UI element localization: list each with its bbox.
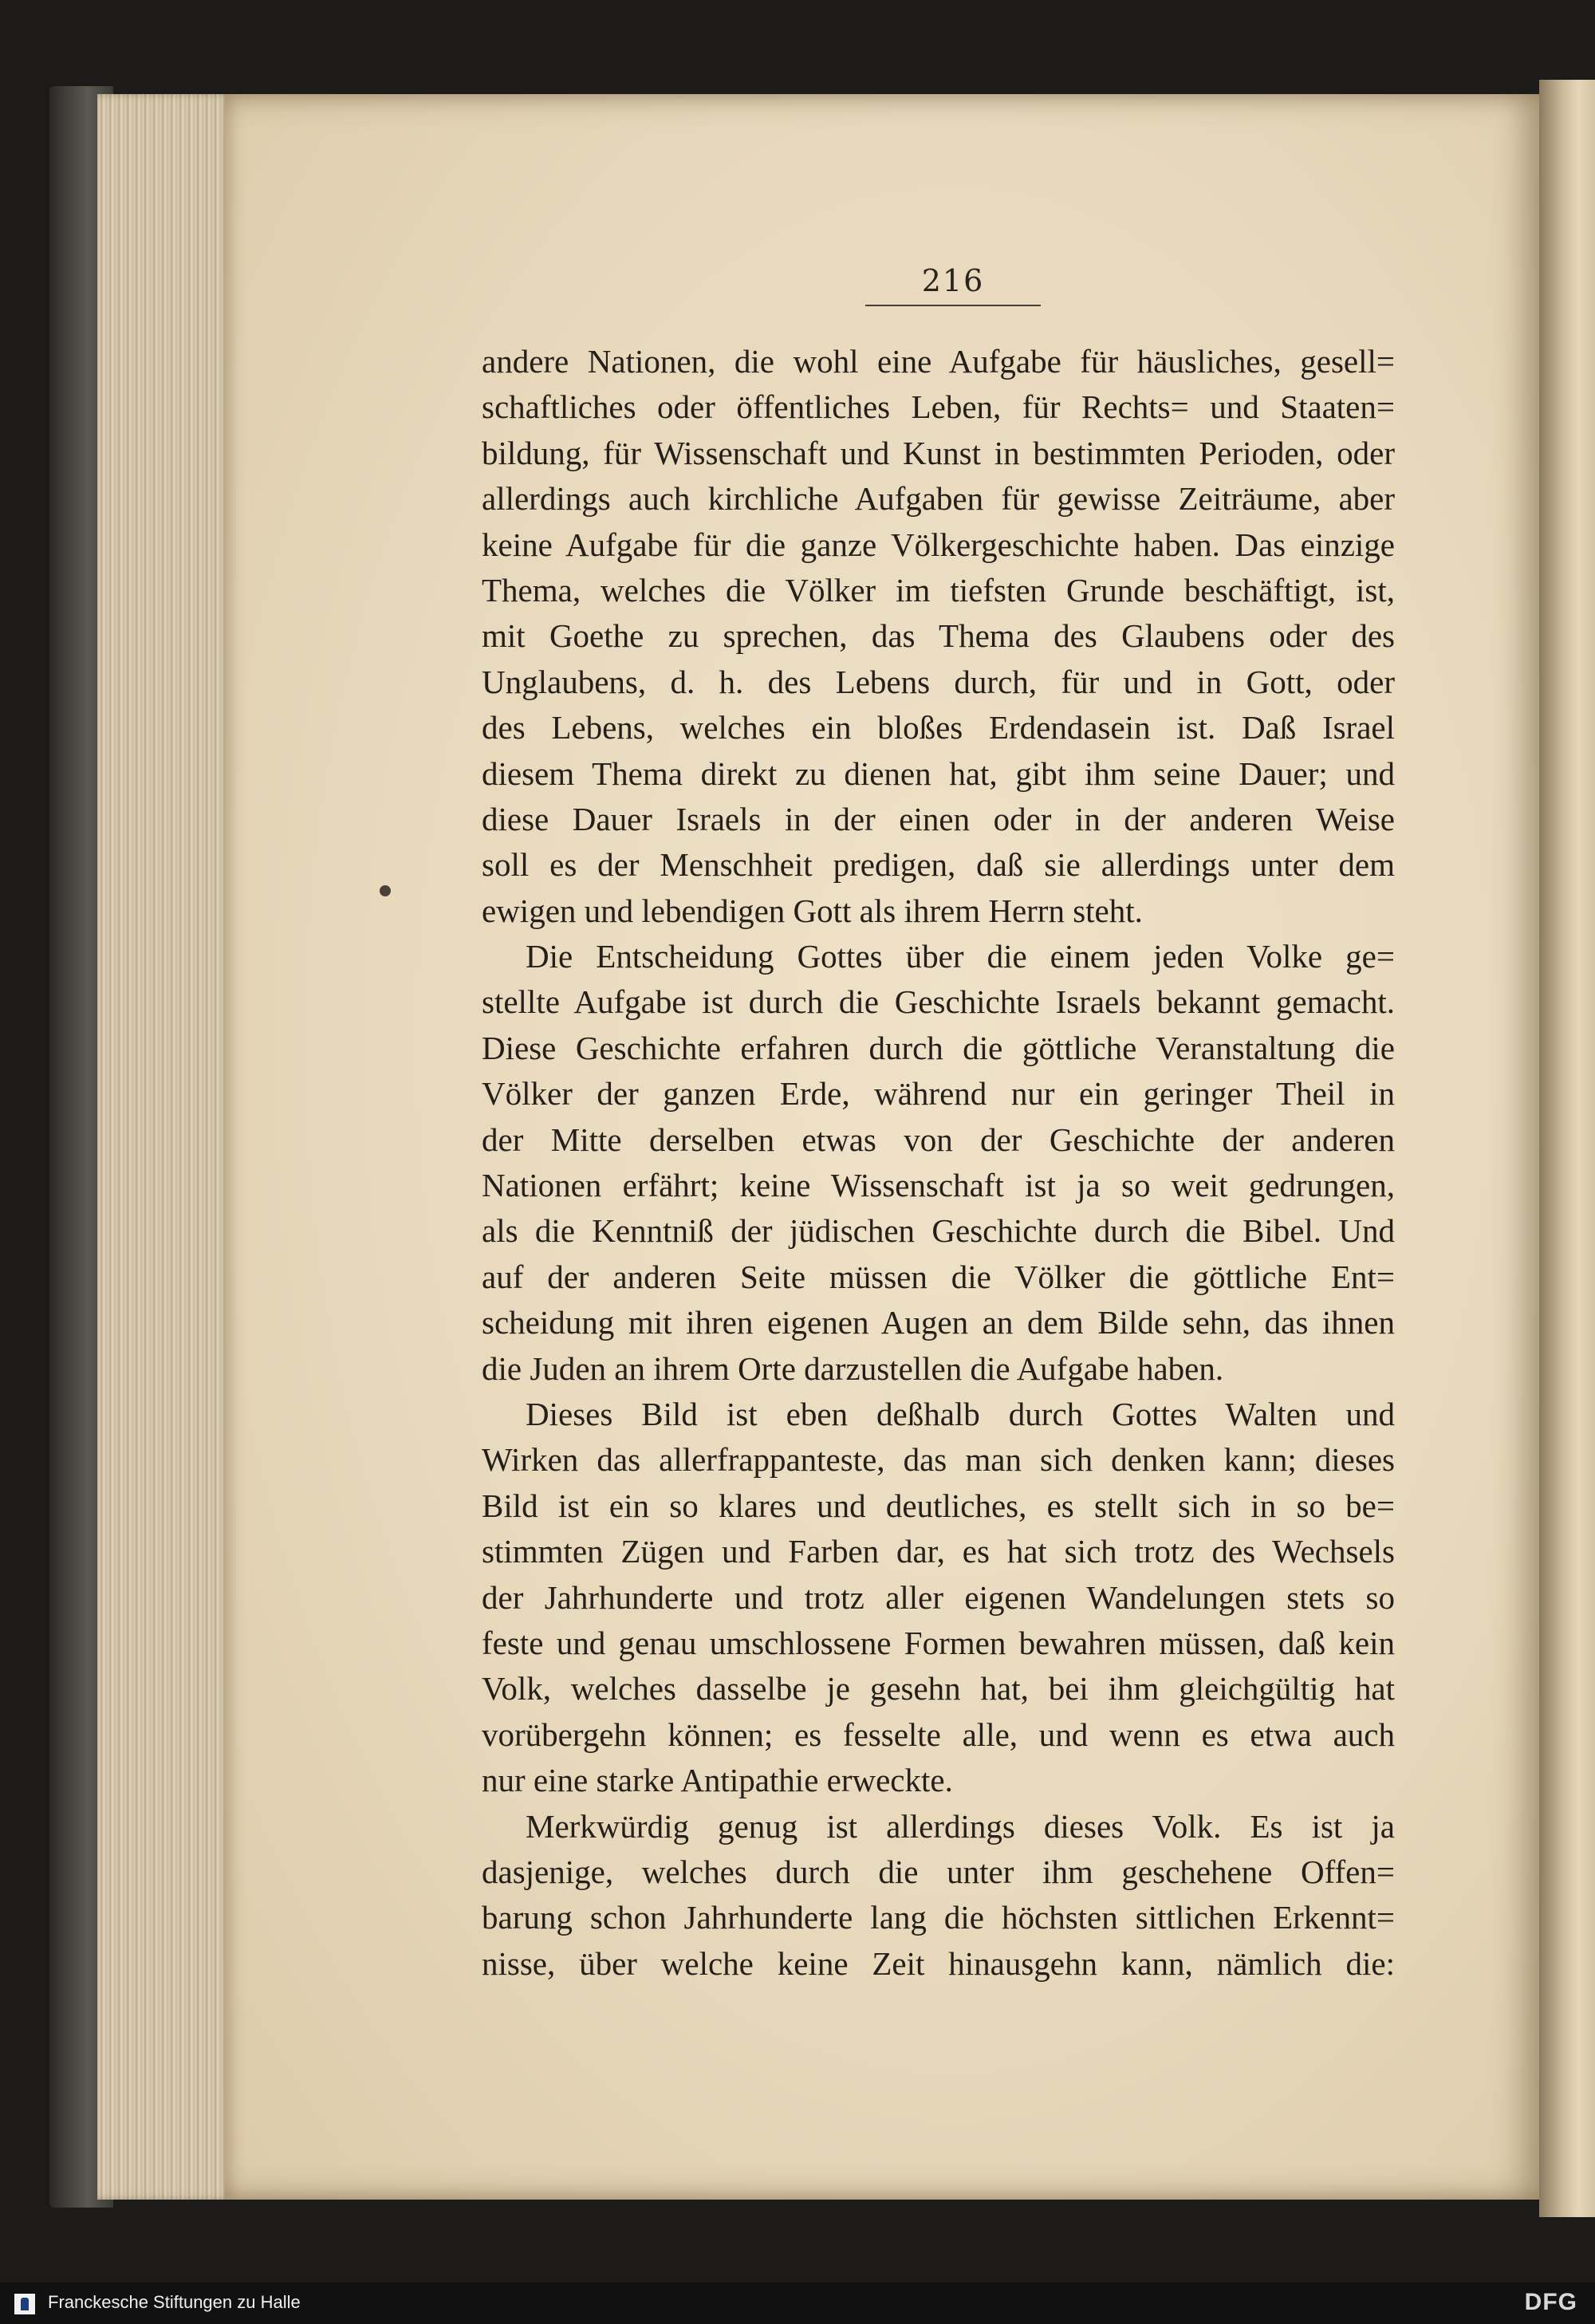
page-number: 216 <box>921 263 985 298</box>
text-line: ewigen und lebendigen Gott als ihrem Herrn steht. <box>482 892 1143 929</box>
text-line: andere Nationen, die wohl eine Aufgabe für häusliches, gesell= <box>482 343 1395 380</box>
page-edges <box>97 94 233 2200</box>
text-line: Die Entscheidung Gottes über die einem jeden Volke ge= <box>526 938 1395 975</box>
text-line: soll es der Menschheit predigen, daß sie allerdings unter dem <box>482 846 1395 884</box>
text-line: allerdings auch kirchliche Aufgaben für gewisse Zeiträume, aber <box>482 480 1395 518</box>
text-line: Völker der ganzen Erde, während nur ein geringer Theil in <box>482 1075 1395 1113</box>
text-line: dasjenige, welches durch die unter ihm geschehene Offen= <box>482 1853 1395 1890</box>
text-line: schaftliches oder öffentliches Leben, für Rechts= und Staaten= <box>482 388 1395 426</box>
text-line: bildung, für Wissenschaft und Kunst in bestimmten Perioden, oder <box>482 434 1395 471</box>
viewer-footer <box>0 2283 1595 2324</box>
text-line: Unglaubens, d. h. des Lebens durch, für und in Gott, oder <box>482 663 1395 700</box>
text-line: Dieses Bild ist eben deßhalb durch Gottes Walten und <box>526 1395 1395 1432</box>
text-line: Thema, welches die Völker im tiefsten Grunde beschäftigt, ist, <box>482 571 1395 609</box>
text-line: Bild ist ein so klares und deutliches, es stellt sich in so be= <box>482 1487 1395 1524</box>
text-line: Nationen erfährt; keine Wissenschaft ist ja so weit gedrungen, <box>482 1167 1395 1204</box>
text-line: der Jahrhunderte und trotz aller eigenen Wandelungen stets so <box>482 1578 1395 1616</box>
text-line: auf der anderen Seite müssen die Völker die göttliche Ent= <box>482 1258 1395 1295</box>
page-text <box>482 339 1395 1987</box>
text-line: Wirken das allerfrappanteste, das man sich denken kann; dieses <box>482 1441 1395 1479</box>
text-line: nur eine starke Antipathie erweckte. <box>482 1762 953 1799</box>
text-line: barung schon Jahrhunderte lang die höchsten sittlichen Erkennt= <box>482 1899 1395 1936</box>
text-line: als die Kenntniß der jüdischen Geschichte durch die Bibel. Und <box>482 1212 1395 1250</box>
text-line: diesem Thema direkt zu dienen hat, gibt ihm seine Dauer; und <box>482 754 1395 792</box>
text-line: mit Goethe zu sprechen, das Thema des Glaubens oder des <box>482 617 1395 655</box>
page-number-rule <box>865 305 1041 306</box>
institution-link[interactable]: Franckesche Stiftungen zu Halle <box>48 2292 301 2312</box>
ink-spot <box>380 885 391 896</box>
text-line: nisse, über welche keine Zeit hinausgehn kann, nämlich die: <box>482 1944 1395 1982</box>
institution-logo-icon <box>14 2294 35 2314</box>
text-line: feste und genau umschlossene Formen bewahren müssen, daß kein <box>482 1624 1395 1661</box>
text-line: die Juden an ihrem Orte darzustellen die Aufgabe haben. <box>482 1349 1224 1387</box>
text-line: Volk, welches dasselbe je gesehn hat, bei ihm gleichgültig hat <box>482 1670 1395 1708</box>
dfg-logo: DFG <box>1524 2289 1577 2315</box>
text-line: der Mitte derselben etwas von der Geschichte der anderen <box>482 1121 1395 1158</box>
text-line: stimmten Zügen und Farben dar, es hat sich trotz des Wechsels <box>482 1533 1395 1570</box>
text-line: keine Aufgabe für die ganze Völkergeschichte haben. Das einzige <box>482 526 1395 563</box>
text-line: des Lebens, welches ein bloßes Erdendasein ist. Daß Israel <box>482 709 1395 746</box>
text-line: diese Dauer Israels in der einen oder in der anderen Weise <box>482 800 1395 837</box>
text-line: scheidung mit ihren eigenen Augen an dem Bilde sehn, das ihnen <box>482 1304 1395 1341</box>
text-line: stellte Aufgabe ist durch die Geschichte Israels bekannt gemacht. <box>482 983 1395 1021</box>
text-line: vorübergehn können; es fesselte alle, und wenn es etwa auch <box>482 1715 1395 1753</box>
text-line: Merkwürdig genug ist allerdings dieses Volk. Es ist ja <box>526 1807 1395 1845</box>
page-gutter <box>1539 80 1595 2217</box>
text-line: Diese Geschichte erfahren durch die göttliche Veranstaltung die <box>482 1029 1395 1066</box>
